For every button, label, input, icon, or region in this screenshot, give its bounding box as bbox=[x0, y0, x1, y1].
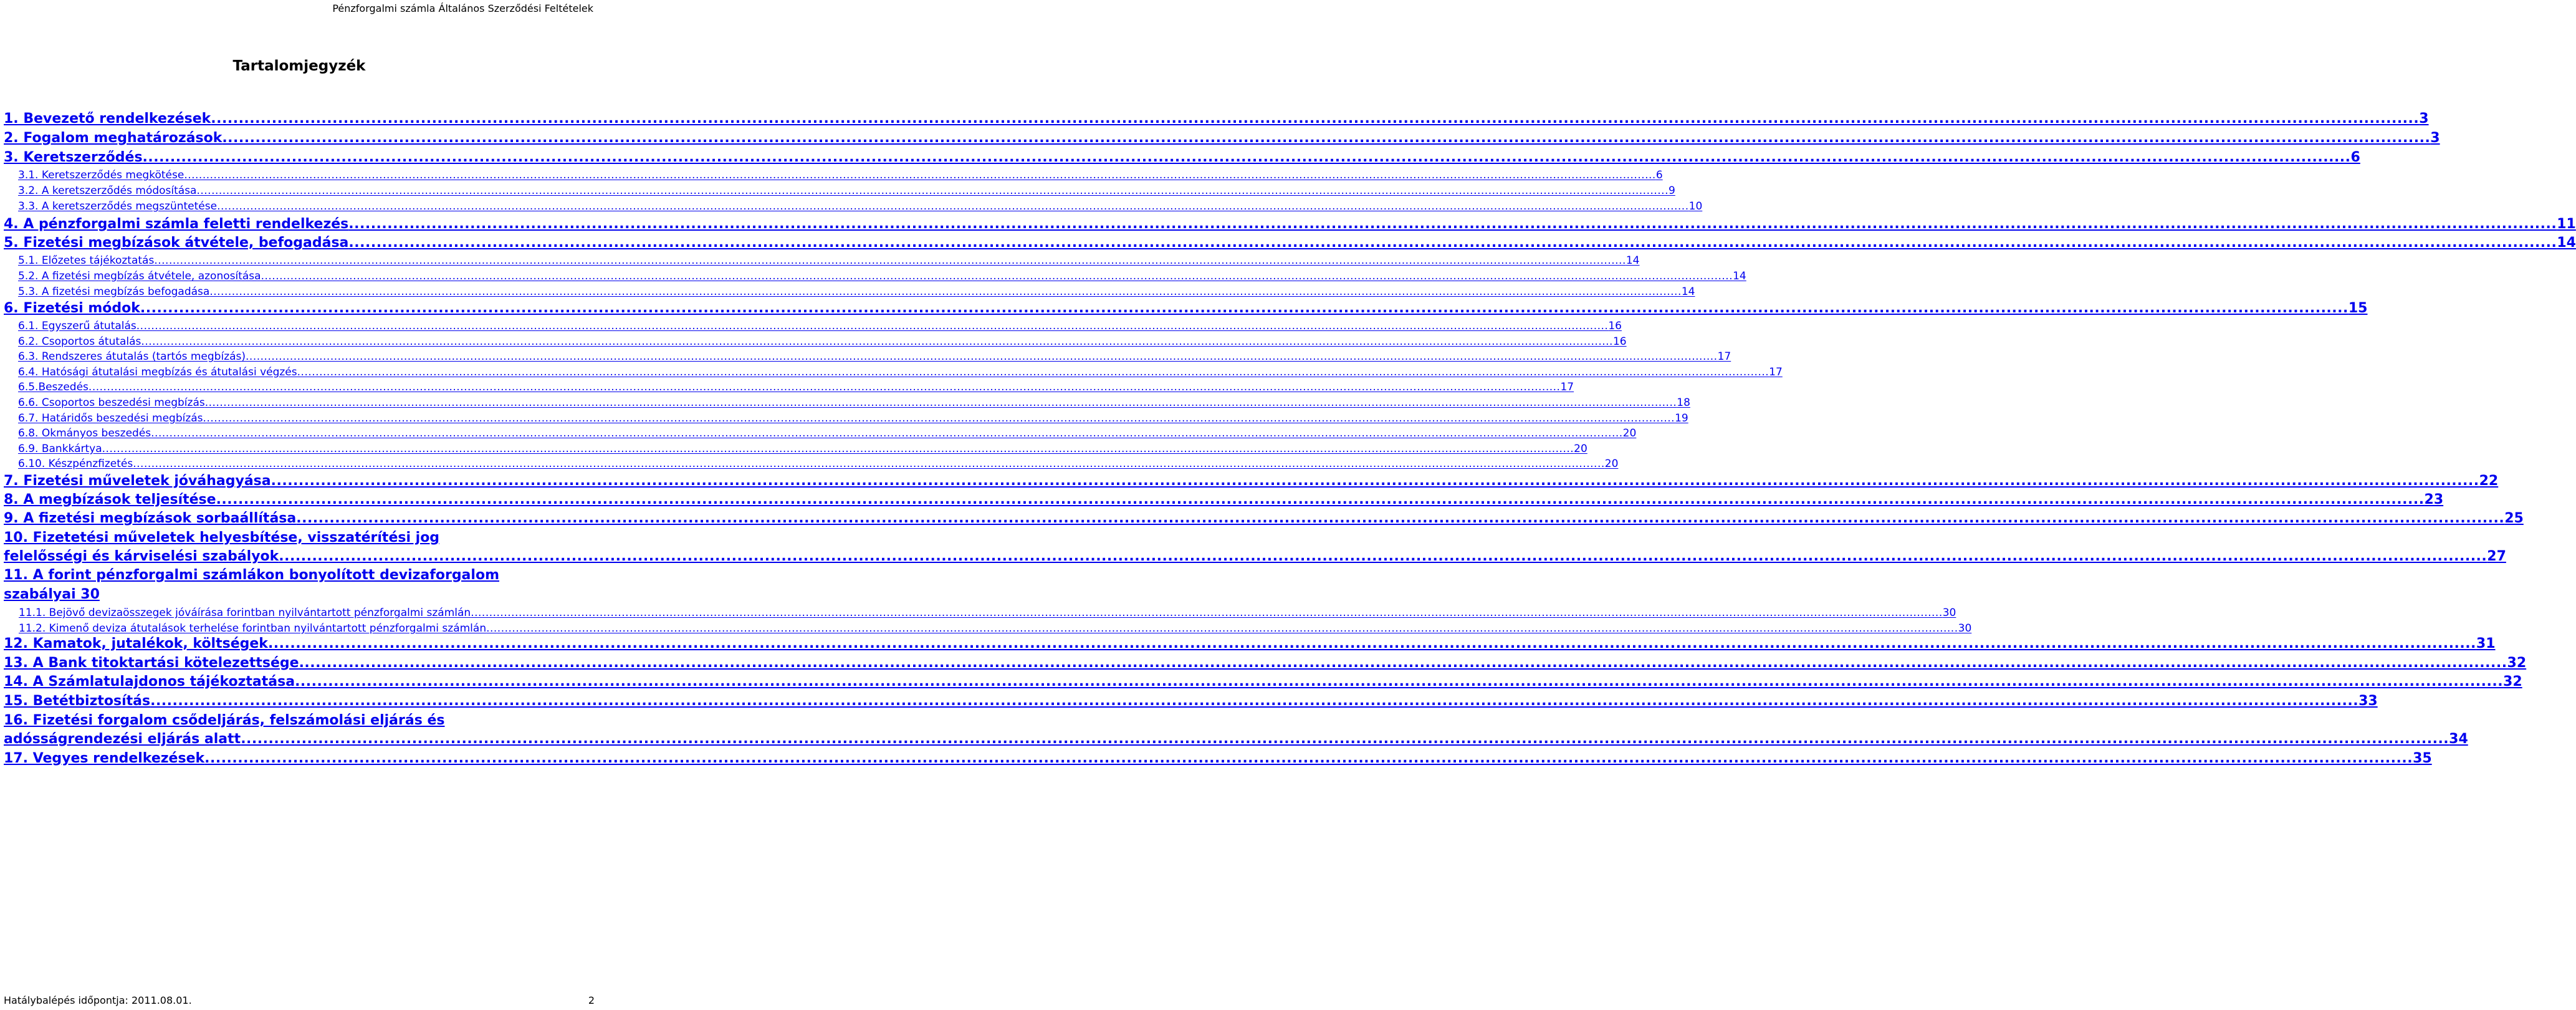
toc-leader-dots: ................................................................................................................................................................................................................................................................................................................................................................................................................ bbox=[136, 320, 1609, 332]
toc-leader-dots: ................................................................................................................................................................................................................................................................................................................................................................................................................ bbox=[271, 473, 2479, 489]
toc-leader-dots: ................................................................................................................................................................................................................................................................................................................................................................................................................ bbox=[88, 381, 1561, 393]
toc-entry-label: 9. A fizetési megbízások sorbaállítása bbox=[4, 511, 297, 526]
toc-leader-dots: ................................................................................................................................................................................................................................................................................................................................................................................................................ bbox=[261, 270, 1733, 282]
toc-entry-label: 5.2. A fizetési megbízás átvétele, azonosítása bbox=[18, 270, 261, 282]
toc-entry-label: 7. Fizetési műveletek jóváhagyása bbox=[4, 473, 271, 489]
toc-entry-label: 6.6. Csoportos beszedési megbízás bbox=[18, 397, 205, 409]
toc-entry-label: szabályai 30 bbox=[4, 587, 100, 602]
toc-page-number: 27 bbox=[2487, 549, 2506, 564]
toc-leader-dots: ................................................................................................................................................................................................................................................................................................................................................................................................................ bbox=[151, 427, 1623, 440]
toc-entry bbox=[0, 469, 2499, 489]
toc-link[interactable] bbox=[4, 693, 2378, 709]
toc-page-number: 22 bbox=[2479, 473, 2499, 489]
toc-link[interactable] bbox=[4, 567, 499, 583]
toc-entry-label: 6.3. Rendszeres átutalás (tartós megbízás) bbox=[18, 350, 246, 363]
toc-leader-dots: ................................................................................................................................................................................................................................................................................................................................................................................................................ bbox=[203, 412, 1675, 425]
toc-link[interactable] bbox=[4, 731, 2468, 747]
toc-entry bbox=[0, 126, 2440, 146]
toc-page-number: 6 bbox=[1655, 169, 1663, 181]
toc-entry-label: 13. A Bank titoktartási kötelezettsége bbox=[4, 655, 299, 671]
toc-page-number: 6 bbox=[2350, 150, 2360, 165]
toc-page-number: 18 bbox=[1677, 397, 1690, 409]
toc-link[interactable] bbox=[4, 216, 2576, 232]
toc-page-number: 14 bbox=[1626, 254, 1640, 267]
toc-leader-dots: ................................................................................................................................................................................................................................................................................................................................................................................................................ bbox=[140, 301, 2349, 316]
toc-leader-dots: ................................................................................................................................................................................................................................................................................................................................................................................................................ bbox=[133, 458, 1605, 470]
toc-entry-label: felelősségi és kárviselési szabályok bbox=[4, 549, 279, 564]
toc-page-number: 14 bbox=[1733, 270, 1746, 282]
toc-entry-label: 3.1. Keretszerződés megkötése bbox=[18, 169, 184, 181]
toc-link[interactable] bbox=[4, 130, 2440, 146]
toc-entry bbox=[0, 193, 1703, 213]
toc-entry-label: 5.3. A fizetési megbízás befogadása bbox=[18, 286, 210, 298]
toc-link[interactable] bbox=[4, 492, 2444, 507]
toc-entry-label: 3. Keretszerződés bbox=[4, 150, 143, 165]
toc-entry bbox=[0, 632, 2496, 652]
toc-link[interactable] bbox=[4, 751, 2432, 766]
toc-entry bbox=[0, 488, 2444, 507]
toc-page-number: 17 bbox=[1717, 350, 1731, 363]
toc-page-number: 14 bbox=[2557, 235, 2576, 251]
toc-entry bbox=[0, 278, 1695, 298]
toc-page-number: 16 bbox=[1608, 320, 1622, 332]
toc-entry-label: 2. Fogalom meghatározások bbox=[4, 130, 223, 146]
toc-entry bbox=[0, 670, 2522, 690]
toc-link[interactable] bbox=[4, 549, 2506, 564]
toc-entry-label: 6.7. Határidős beszedési megbízás bbox=[18, 412, 203, 425]
toc-title: Tartalomjegyzék bbox=[232, 58, 366, 74]
toc-entry bbox=[0, 212, 2576, 232]
toc-page-number: 20 bbox=[1604, 458, 1619, 470]
page-number: 2 bbox=[588, 994, 595, 1006]
toc-leader-dots: ................................................................................................................................................................................................................................................................................................................................................................................................................ bbox=[204, 751, 2413, 766]
toc-leader-dots: ................................................................................................................................................................................................................................................................................................................................................................................................................ bbox=[222, 130, 2431, 146]
toc-leader-dots: ................................................................................................................................................................................................................................................................................................................................................................................................................ bbox=[348, 216, 2557, 232]
toc-leader-dots: ................................................................................................................................................................................................................................................................................................................................................................................................................ bbox=[102, 443, 1574, 455]
toc-leader-dots: ................................................................................................................................................................................................................................................................................................................................................................................................................ bbox=[204, 397, 1677, 409]
toc-entry-label: 11.2. Kimenő deviza átutalások terhelése forintban nyilvántartott pénzforgalmi számlán bbox=[19, 622, 487, 635]
toc-entry bbox=[0, 651, 2527, 671]
toc-entry-label: 4. A pénzforgalmi számla feletti rendelkezés bbox=[4, 216, 349, 232]
toc-entry-label: 3.3. A keretszerződés megszüntetése bbox=[18, 200, 218, 213]
toc-link[interactable] bbox=[4, 530, 439, 546]
toc-entry-label: 6.10. Készpénzfizetés bbox=[18, 458, 133, 470]
toc-leader-dots: ................................................................................................................................................................................................................................................................................................................................................................................................................ bbox=[216, 492, 2425, 507]
toc-entry-label: 5. Fizetési megbízások átvétele, befogadása bbox=[4, 235, 349, 251]
toc-link[interactable] bbox=[4, 636, 2496, 652]
toc-entry bbox=[0, 689, 2378, 709]
toc-link[interactable] bbox=[4, 655, 2527, 671]
toc-page-number: 20 bbox=[1574, 443, 1587, 455]
toc-page-number: 10 bbox=[1688, 200, 1703, 213]
toc-leader-dots: ................................................................................................................................................................................................................................................................................................................................................................................................................ bbox=[471, 607, 1943, 619]
toc-entry bbox=[0, 544, 2506, 564]
toc-leader-dots: ................................................................................................................................................................................................................................................................................................................................................................................................................ bbox=[217, 200, 1689, 213]
toc-page-number: 11 bbox=[2557, 216, 2576, 232]
toc-page-number: 17 bbox=[1769, 366, 1783, 378]
effective-date: Hatálybalépés időpontja: 2011.08.01. bbox=[4, 994, 192, 1006]
toc-entry bbox=[0, 450, 1619, 470]
toc-entry bbox=[0, 506, 2524, 526]
toc-entry-label: 10. Fizetetési műveletek helyesbítése, visszatérítési jog bbox=[4, 530, 440, 546]
toc-page-number: 25 bbox=[2504, 511, 2524, 526]
toc-entry bbox=[0, 708, 598, 728]
toc-page-number: 23 bbox=[2424, 492, 2444, 507]
toc-link[interactable] bbox=[18, 458, 1619, 470]
toc-leader-dots: ................................................................................................................................................................................................................................................................................................................................................................................................................ bbox=[142, 150, 2351, 165]
toc-link[interactable] bbox=[4, 473, 2499, 489]
toc-entry-label: 6.8. Okmányos beszedés bbox=[18, 427, 151, 440]
toc-page-number: 15 bbox=[2348, 301, 2368, 316]
toc-entry-label: 3.2. A keretszerződés módosítása bbox=[18, 185, 197, 197]
toc-leader-dots: ................................................................................................................................................................................................................................................................................................................................................................................................................ bbox=[246, 350, 1718, 363]
toc-entry-label: 6.4. Hatósági átutalási megbízás és átutalási végzés bbox=[18, 366, 297, 378]
toc-page-number: 31 bbox=[2476, 636, 2496, 652]
toc-leader-dots: ................................................................................................................................................................................................................................................................................................................................................................................................................ bbox=[279, 549, 2487, 564]
toc-link[interactable] bbox=[4, 111, 2429, 127]
toc-page-number: 20 bbox=[1622, 427, 1637, 440]
toc-page-number: 32 bbox=[2507, 655, 2527, 671]
toc-page-number: 3 bbox=[2430, 130, 2440, 146]
toc-entry-label: 6. Fizetési módok bbox=[4, 301, 140, 316]
toc-entry-label: 16. Fizetési forgalom csődeljárás, felszámolási eljárás és bbox=[4, 713, 445, 728]
toc-leader-dots: ................................................................................................................................................................................................................................................................................................................................................................................................................ bbox=[486, 622, 1958, 635]
toc-page-number: 30 bbox=[1958, 622, 1972, 635]
toc-leader-dots: ................................................................................................................................................................................................................................................................................................................................................................................................................ bbox=[296, 511, 2505, 526]
toc-page-number: 32 bbox=[2503, 674, 2522, 690]
toc-leader-dots: ................................................................................................................................................................................................................................................................................................................................................................................................................ bbox=[267, 636, 2476, 652]
toc-page-number: 19 bbox=[1675, 412, 1688, 425]
toc-page-number: 33 bbox=[2358, 693, 2378, 709]
toc-page-number: 35 bbox=[2413, 751, 2432, 766]
toc-leader-dots: ................................................................................................................................................................................................................................................................................................................................................................................................................ bbox=[154, 254, 1626, 267]
toc-leader-dots: ................................................................................................................................................................................................................................................................................................................................................................................................................ bbox=[297, 366, 1769, 378]
running-header: Pénzforgalmi számla Általános Szerződési Feltételek bbox=[332, 2, 593, 14]
toc-link[interactable] bbox=[4, 713, 445, 728]
toc-entry-label: adósságrendezési eljárás alatt bbox=[4, 731, 241, 747]
toc-leader-dots: ................................................................................................................................................................................................................................................................................................................................................................................................................ bbox=[196, 185, 1669, 197]
toc-page-number: 14 bbox=[1681, 286, 1695, 298]
toc-leader-dots: ................................................................................................................................................................................................................................................................................................................................................................................................................ bbox=[211, 111, 2420, 127]
toc-entry-label: 15. Betétbiztosítás bbox=[4, 693, 151, 709]
toc-link[interactable] bbox=[4, 674, 2522, 690]
toc-leader-dots: ................................................................................................................................................................................................................................................................................................................................................................................................................ bbox=[150, 693, 2359, 709]
toc-leader-dots: ................................................................................................................................................................................................................................................................................................................................................................................................................ bbox=[295, 674, 2504, 690]
toc-entry bbox=[0, 727, 2468, 747]
toc-page-number: 16 bbox=[1612, 335, 1627, 348]
toc-entry-label: 1. Bevezető rendelkezések bbox=[4, 111, 211, 127]
toc-leader-dots: ................................................................................................................................................................................................................................................................................................................................................................................................................ bbox=[209, 286, 1682, 298]
toc-entry-label: 11. A forint pénzforgalmi számlákon bonyolított devizaforgalom bbox=[4, 567, 499, 583]
toc-leader-dots: ................................................................................................................................................................................................................................................................................................................................................................................................................ bbox=[299, 655, 2507, 671]
toc-entry-label: 14. A Számlatulajdonos tájékoztatása bbox=[4, 674, 295, 690]
toc-entry bbox=[0, 107, 2429, 127]
toc-leader-dots: ................................................................................................................................................................................................................................................................................................................................................................................................................ bbox=[184, 169, 1656, 181]
toc-entry-label: 6.2. Csoportos átutalás bbox=[18, 335, 141, 348]
toc-entry-label: 6.9. Bankkártya bbox=[18, 443, 102, 455]
toc-page-number: 9 bbox=[1669, 185, 1675, 197]
toc-entry bbox=[0, 563, 598, 583]
toc-entry-label: 17. Vegyes rendelkezések bbox=[4, 751, 205, 766]
toc-entry-label: 6.5.Beszedés bbox=[18, 381, 89, 393]
page-footer bbox=[4, 994, 595, 1006]
toc-entry-label: 11.1. Bejövő devizaösszegek jóváírása forintban nyilvántartott pénzforgalmi számlán bbox=[19, 607, 471, 619]
toc-leader-dots: ................................................................................................................................................................................................................................................................................................................................................................................................................ bbox=[348, 235, 2557, 251]
toc-entry-label: 8. A megbízások teljesítése bbox=[4, 492, 216, 507]
toc-page-number: 34 bbox=[2449, 731, 2468, 747]
toc-page-number: 3 bbox=[2419, 111, 2429, 127]
toc-leader-dots: ................................................................................................................................................................................................................................................................................................................................................................................................................ bbox=[241, 731, 2449, 747]
toc-entry bbox=[0, 526, 598, 546]
toc-entry-label: 12. Kamatok, jutalékok, költségek bbox=[4, 636, 268, 652]
toc-leader-dots: ................................................................................................................................................................................................................................................................................................................................................................................................................ bbox=[141, 335, 1613, 348]
toc-page-number: 30 bbox=[1942, 607, 1956, 619]
toc-page-number: 17 bbox=[1560, 381, 1574, 393]
toc-entry-label: 5.1. Előzetes tájékoztatás bbox=[18, 254, 155, 267]
toc-link[interactable] bbox=[4, 511, 2524, 526]
toc-link[interactable] bbox=[18, 200, 1703, 213]
toc-entry-label: 6.1. Egyszerű átutalás bbox=[18, 320, 136, 332]
toc-entry bbox=[0, 746, 2432, 766]
